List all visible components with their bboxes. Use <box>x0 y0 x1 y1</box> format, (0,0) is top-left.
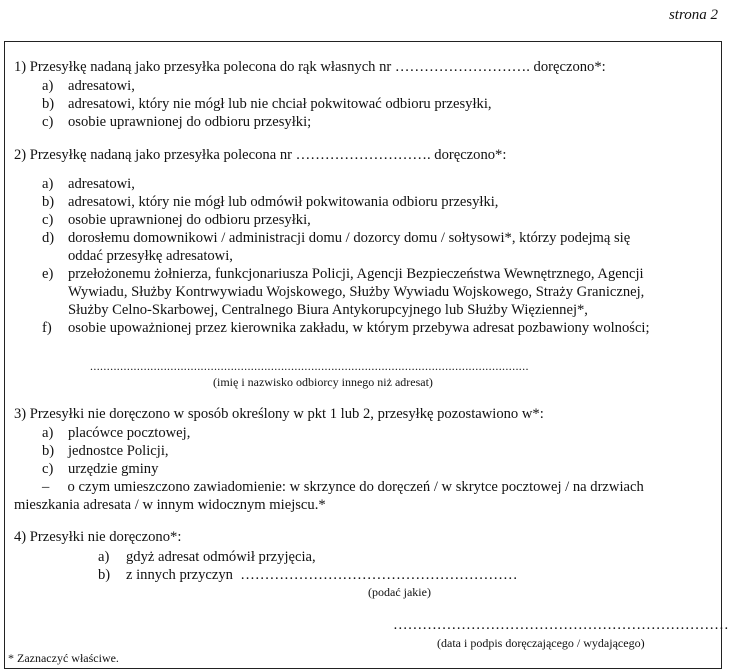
section3-heading: 3) Przesyłki nie doręczono w sposób określony w pkt 1 lub 2, przesyłkę pozostawiono w*: <box>14 406 544 422</box>
footnote: * Zaznaczyć właściwe. <box>8 651 119 665</box>
section2-item-d-text-line2: oddać przesyłkę adresatowi, <box>68 248 233 264</box>
section2-item-b-text: adresatowi, który nie mógł lub odmówił pokwitowania odbioru przesyłki, <box>68 194 499 210</box>
section2-item-a-letter: a) <box>42 176 54 192</box>
section2-item-e-text-line2: Wywiadu, Służby Kontrwywiadu Wojskowego, Służby Wywiadu Wojskowego, Straży Granicznej, <box>68 284 645 300</box>
section3-note-line2: mieszkania adresata / w innym widocznym miejscu.* <box>14 497 326 513</box>
section2-item-d-letter: d) <box>42 230 55 246</box>
recipient-name-caption: (imię i nazwisko odbiorcy innego niż adresat) <box>213 375 433 389</box>
page-number-label: strona 2 <box>668 7 718 23</box>
section4-item-b-text: z innych przyczyn ………………………………………………… <box>126 567 518 583</box>
section3-item-c-letter: c) <box>42 461 54 477</box>
section1-item-b-text: adresatowi, który nie mógł lub nie chciał pokwitować odbioru przesyłki, <box>68 96 492 112</box>
section2-item-d-text-line1: dorosłemu domownikowi / administracji domu / dozorcy domu / sołtysowi*, którzy podejmą się <box>68 230 631 246</box>
reason-caption: (podać jakie) <box>368 585 431 599</box>
section3-note-line1: – o czym umieszczono zawiadomienie: w skrzynce do doręczeń / w skrytce pocztowej / na drzwiach <box>42 479 644 495</box>
section2-item-e-letter: e) <box>42 266 54 282</box>
section1-item-a-letter: a) <box>42 78 54 94</box>
section2-item-e-text-line3: Służby Celno-Skarbowej, Centralnego Biura Antykorupcyjnego lub Służby Więziennej*, <box>68 302 588 318</box>
section4-item-a-letter: a) <box>98 549 110 565</box>
section4-item-a-text: gdyż adresat odmówił przyjęcia, <box>126 549 316 565</box>
section3-item-a-text: placówce pocztowej, <box>68 425 191 441</box>
recipient-name-dotted-line: ................................................................................................................................... <box>90 359 529 373</box>
section3-item-a-letter: a) <box>42 425 54 441</box>
section2-heading: 2) Przesyłkę nadaną jako przesyłka polecona nr ………………………. doręczono*: <box>14 147 507 163</box>
section3-item-b-text: jednostce Policji, <box>68 443 169 459</box>
section1-item-a-text: adresatowi, <box>68 78 135 94</box>
section1-heading: 1) Przesyłkę nadaną jako przesyłka polecona do rąk własnych nr ………………………. doręczono*: <box>14 59 606 75</box>
section2-item-e-text-line1: przełożonemu żołnierza, funkcjonariusza Policji, Agencji Bezpieczeństwa Wewnętrznego, Agencji <box>68 266 644 282</box>
section4-item-b-letter: b) <box>98 567 111 583</box>
section2-item-c-letter: c) <box>42 212 54 228</box>
signature-caption: (data i podpis doręczającego / wydającego) <box>437 636 645 650</box>
section2-item-a-text: adresatowi, <box>68 176 135 192</box>
section2-item-f-text: osobie upoważnionej przez kierownika zakładu, w którym przebywa adresat pozbawiony wolności; <box>68 320 650 336</box>
section2-item-f-letter: f) <box>42 320 52 336</box>
section1-item-c-text: osobie uprawnionej do odbioru przesyłki; <box>68 114 312 130</box>
section2-item-c-text: osobie uprawnionej do odbioru przesyłki, <box>68 212 311 228</box>
section4-heading: 4) Przesyłki nie doręczono*: <box>14 529 182 545</box>
form-frame <box>4 41 729 669</box>
section3-item-c-text: urzędzie gminy <box>68 461 159 477</box>
signature-dotted-line: …………………………………………………………… <box>393 617 729 633</box>
section3-item-b-letter: b) <box>42 443 55 459</box>
section1-item-c-letter: c) <box>42 114 54 130</box>
section2-item-b-letter: b) <box>42 194 55 210</box>
section1-item-b-letter: b) <box>42 96 55 112</box>
